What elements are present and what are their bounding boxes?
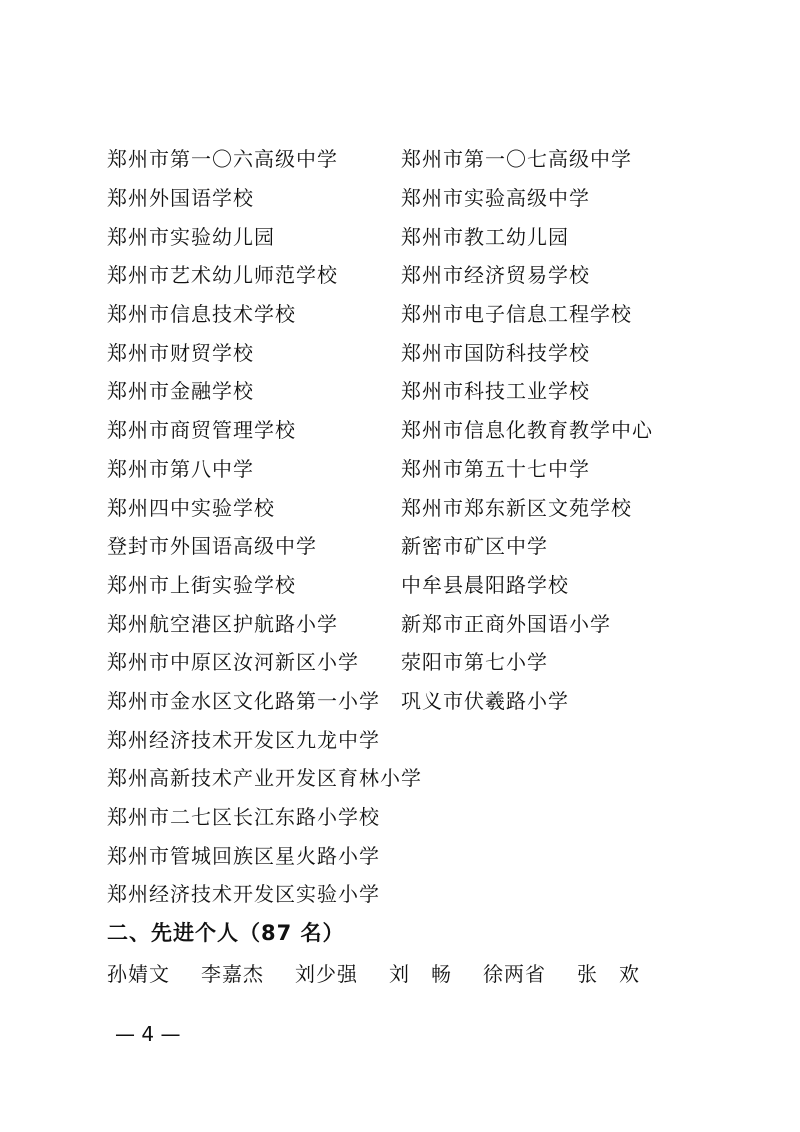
list-row <box>107 566 707 605</box>
list-row <box>107 295 707 334</box>
unit-name: 郑州市第一〇六高级中学 <box>107 147 338 172</box>
list-row <box>107 720 707 759</box>
unit-name: 郑州高新技术产业开发区育林小学 <box>107 766 422 791</box>
unit-name: 郑州市信息技术学校 <box>107 302 296 327</box>
unit-name: 郑州航空港区护航路小学 <box>107 611 338 636</box>
unit-name: 郑州市第一〇七高级中学 <box>401 147 632 172</box>
unit-name: 郑州市实验高级中学 <box>401 186 590 211</box>
unit-name: 郑州市电子信息工程学校 <box>401 302 632 327</box>
unit-name: 巩义市伏羲路小学 <box>401 688 569 713</box>
list-row <box>107 411 707 450</box>
list-row <box>107 140 707 179</box>
unit-name: 郑州市中原区汝河新区小学 <box>107 650 359 675</box>
unit-name: 郑州外国语学校 <box>107 186 254 211</box>
list-row <box>107 333 707 372</box>
list-row <box>107 759 707 798</box>
unit-name: 郑州经济技术开发区九龙中学 <box>107 727 380 752</box>
unit-name: 郑州市第八中学 <box>107 456 254 481</box>
unit-name: 郑州市信息化教育教学中心 <box>401 418 653 443</box>
unit-name: 郑州市管城回族区星火路小学 <box>107 843 380 868</box>
person-name: 李嘉杰 <box>201 962 264 986</box>
unit-name: 郑州市二七区长江东路小学校 <box>107 805 380 830</box>
unit-name: 郑州市财贸学校 <box>107 340 254 365</box>
list-row <box>107 527 707 566</box>
page-number: — 4 — <box>115 1022 181 1046</box>
unit-name: 新郑市正商外国语小学 <box>401 611 611 636</box>
unit-name: 郑州市实验幼儿园 <box>107 224 275 249</box>
list-row <box>107 875 707 914</box>
unit-name: 新密市矿区中学 <box>401 534 548 559</box>
list-row <box>107 643 707 682</box>
unit-name: 郑州市第五十七中学 <box>401 456 590 481</box>
advanced-person-list <box>107 958 671 987</box>
unit-name: 郑州市郑东新区文苑学校 <box>401 495 632 520</box>
unit-name: 荥阳市第七小学 <box>401 650 548 675</box>
person-name: 刘少强 <box>295 962 358 986</box>
person-name: 孙婧文 <box>107 962 170 986</box>
list-row <box>107 604 707 643</box>
unit-name: 郑州市科技工业学校 <box>401 379 590 404</box>
advanced-unit-list <box>107 140 707 914</box>
unit-name: 郑州市经济贸易学校 <box>401 263 590 288</box>
unit-name: 郑州市国防科技学校 <box>401 340 590 365</box>
list-row <box>107 798 707 837</box>
list-row <box>107 217 707 256</box>
person-name: 张 欢 <box>577 962 640 986</box>
list-row <box>107 450 707 489</box>
person-name: 刘 畅 <box>389 962 452 986</box>
unit-name: 郑州四中实验学校 <box>107 495 275 520</box>
list-row <box>107 836 707 875</box>
list-row <box>107 372 707 411</box>
list-row <box>107 256 707 295</box>
unit-name: 郑州市艺术幼儿师范学校 <box>107 263 338 288</box>
unit-name: 郑州市金水区文化路第一小学 <box>107 688 380 713</box>
unit-name: 郑州市商贸管理学校 <box>107 418 296 443</box>
list-row <box>107 488 707 527</box>
list-row <box>107 682 707 721</box>
unit-name: 郑州市教工幼儿园 <box>401 224 569 249</box>
unit-name: 郑州经济技术开发区实验小学 <box>107 882 380 907</box>
unit-name: 登封市外国语高级中学 <box>107 534 317 559</box>
unit-name: 郑州市上街实验学校 <box>107 572 296 597</box>
person-name: 徐两省 <box>483 962 546 986</box>
unit-name: 中牟县晨阳路学校 <box>401 572 569 597</box>
list-row <box>107 179 707 218</box>
section-heading: 二、先进个人（87 名） <box>107 921 345 945</box>
unit-name: 郑州市金融学校 <box>107 379 254 404</box>
